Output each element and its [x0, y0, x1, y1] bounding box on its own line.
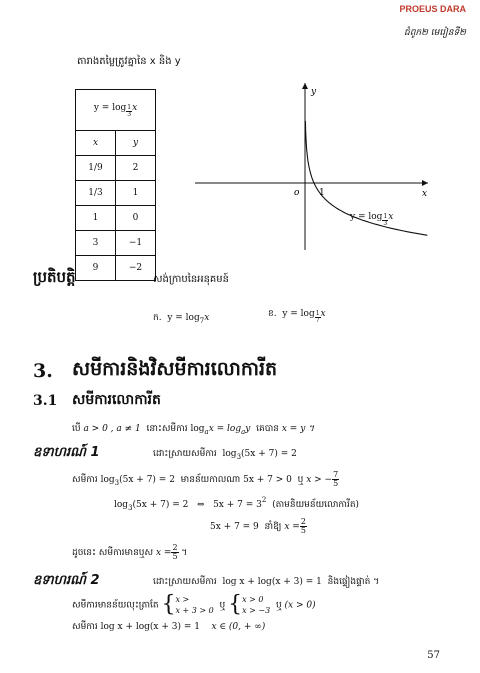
table-title: y = log $\frac{1}{3}$ x — [76, 90, 156, 131]
example1-label: ឧទាហរណ៍ 1 — [33, 445, 100, 460]
exercise-instruction: សង់ក្រាបនៃអនុគមន៍ — [153, 274, 229, 285]
tick-label-1: 1 — [319, 188, 325, 198]
example1-solution-line: $\log_3(5x + 7) = 2$ ⇔ $5x + 7 = 3^2$ (តាមនិយមន័យលោការីត) — [114, 496, 360, 512]
exercise-item-a: ក. $y = \log_7x$ — [153, 313, 210, 325]
example2-prompt: ដោះស្រាយសមីការ log x + log(x + 3) = 1 និងផ្ទៀងផ្ទាត់ ។ — [153, 577, 380, 587]
example1-result-line: 5x + 7 = 9 នាំឱ្យ x = $\frac{2}{5}$ — [210, 517, 306, 535]
example2-statement: សមីការ log x + log(x + 3) = 1 x ∈ (0, + ∞) — [72, 622, 266, 632]
log-graph — [0, 0, 480, 300]
brand-header: PROEUS DARA — [399, 4, 466, 14]
table-row: 1/3 1 — [76, 181, 156, 206]
subsection-title: សមីការលោការីត — [72, 392, 161, 408]
table-row: 9 −2 — [76, 256, 156, 281]
table-row: 1/9 2 — [76, 156, 156, 181]
example2-label: ឧទាហរណ៍ 2 — [33, 573, 100, 588]
column-header-y: y — [116, 131, 156, 156]
table-caption: តារាងតម្លៃត្រូវគ្នានៃ x និង y — [77, 56, 181, 67]
table-row: 1 0 — [76, 206, 156, 231]
page-number: 57 — [427, 650, 440, 661]
exercise-label: ប្រតិបត្តិ — [33, 268, 76, 286]
table-row: 3 −1 — [76, 231, 156, 256]
example1-prompt: ដោះស្រាយសមីការ $\log_3(5x + 7) = 2$ — [153, 449, 297, 461]
y-axis-label: y — [311, 87, 317, 97]
section-title: សមីការនិងវិសមីការលោការីត — [72, 358, 278, 380]
example2-domain-line: សមីការមានន័យលុះត្រាតែ { x > x + 3 > 0 ឬ { x > 0 x > −3 ឬ (x > 0) — [72, 592, 316, 617]
example1-domain-line: សមីការ $\log_3(5x + 7) = 2$ មានន័យកាលណា 5x + 7 > 0 ឬ x > − $\frac{7}{5}$ — [72, 470, 339, 488]
exercise-item-b: ខ. y = log $\frac{1}{7}$ x — [268, 309, 326, 324]
x-axis-label: x — [422, 189, 428, 199]
chapter-header: ជំពូក២ មេរៀនទី២ — [403, 28, 466, 38]
subsection-number: 3.1 — [33, 393, 58, 409]
origin-label: o — [294, 188, 300, 198]
section-number: 3. — [33, 360, 53, 382]
rule-line: បើ a > 0 , a ≠ 1 នោះសមីការ $\log_ax = \log_ay$ គេបាន x = y ។ — [72, 424, 315, 436]
example1-conclusion: ដូចនេះ សមីការមានឬស x = $\frac{2}{5}$ ។ — [72, 543, 188, 561]
curve-label: y = log $\frac{1}{3}$ x — [350, 212, 394, 227]
column-header-x: x — [76, 131, 116, 156]
